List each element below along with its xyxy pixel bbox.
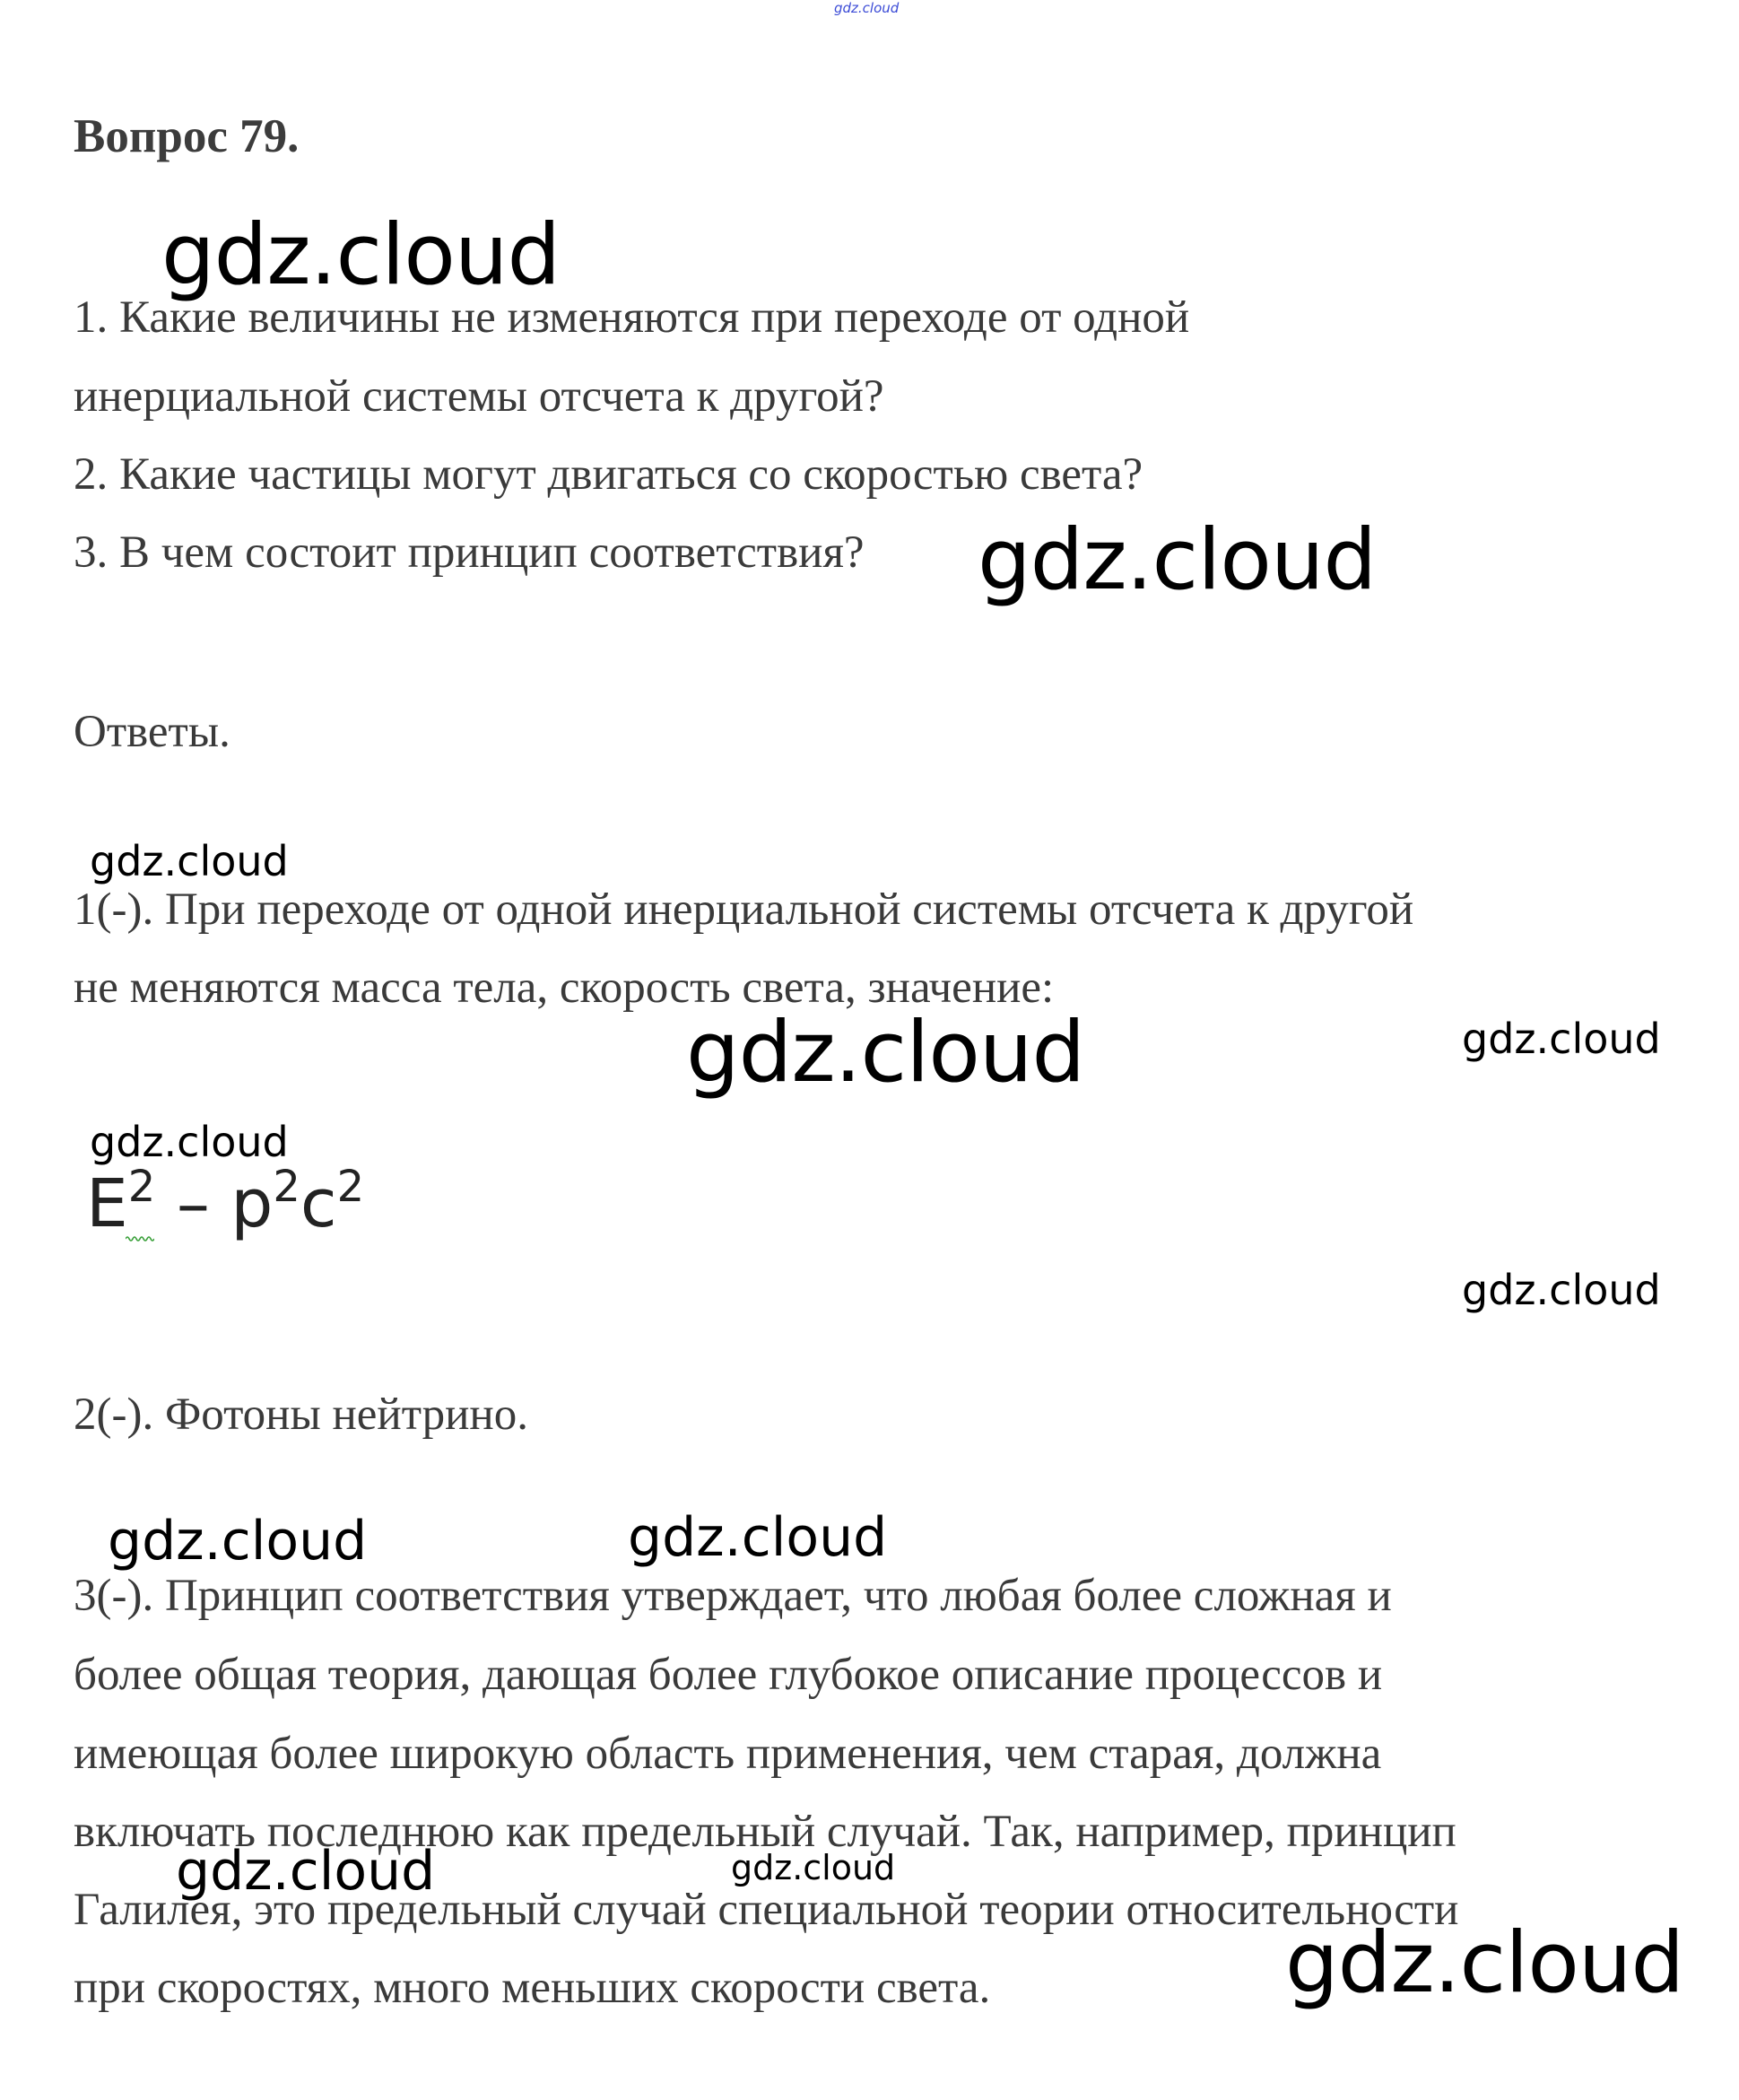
watermark: gdz.cloud bbox=[90, 1118, 289, 1166]
answers-heading: Ответы. bbox=[74, 707, 230, 757]
watermark: gdz.cloud bbox=[176, 1840, 436, 1903]
answer-line: при скоростях, много меньших скорости света. bbox=[74, 1963, 991, 2013]
watermark: gdz.cloud bbox=[1462, 1015, 1661, 1063]
formula-c: c bbox=[300, 1165, 337, 1242]
formula-p: p bbox=[230, 1165, 274, 1242]
answer-line: включать последнюю как предельный случай. Так, например, принцип bbox=[74, 1807, 1456, 1857]
watermark: gdz.cloud bbox=[1462, 1266, 1661, 1314]
formula-exponent: 2 bbox=[336, 1162, 365, 1212]
watermark: gdz.cloud bbox=[161, 206, 561, 304]
answer-line: Галилея, это предельный случай специальной теории относительности bbox=[74, 1885, 1459, 1935]
watermark: gdz.cloud bbox=[1285, 1914, 1684, 2012]
answer-line: 1(-). При переходе от одной инерциальной системы отсчета к другой bbox=[74, 884, 1414, 935]
formula-exponent: 2 bbox=[273, 1162, 300, 1212]
spellcheck-squiggle-icon bbox=[126, 1235, 154, 1242]
formula-minus: – bbox=[155, 1165, 231, 1242]
page-title: Вопрос 79. bbox=[74, 110, 300, 162]
watermark: gdz.cloud bbox=[731, 1848, 896, 1887]
formula-e: E bbox=[86, 1165, 128, 1242]
watermark: gdz.cloud bbox=[108, 1510, 368, 1573]
answer-line: 3(-). Принцип соответствия утверждает, что любая более сложная и bbox=[74, 1571, 1392, 1621]
formula bbox=[86, 1162, 365, 1242]
watermark: gdz.cloud bbox=[90, 837, 289, 885]
question-line: 3. В чем состоит принцип соответствия? bbox=[74, 527, 865, 578]
watermark: gdz.cloud bbox=[686, 1004, 1085, 1102]
answer-line: имеющая более широкую область применения, чем старая, должна bbox=[74, 1729, 1382, 1779]
answer-line: более общая теория, дающая более глубокое описание процессов и bbox=[74, 1650, 1383, 1700]
watermark-top: gdz.cloud bbox=[834, 0, 900, 16]
answer-line: 2(-). Фотоны нейтрино. bbox=[74, 1390, 528, 1440]
question-line: 1. Какие величины не изменяются при переходе от одной bbox=[74, 292, 1190, 343]
watermark: gdz.cloud bbox=[628, 1506, 888, 1569]
question-line: 2. Какие частицы могут двигаться со скоростью света? bbox=[74, 449, 1143, 500]
question-line: инерциальной системы отсчета к другой? bbox=[74, 371, 884, 422]
answer-line: не меняются масса тела, скорость света, значение: bbox=[74, 963, 1055, 1013]
formula-exponent: 2 bbox=[127, 1162, 156, 1212]
watermark: gdz.cloud bbox=[978, 511, 1377, 609]
